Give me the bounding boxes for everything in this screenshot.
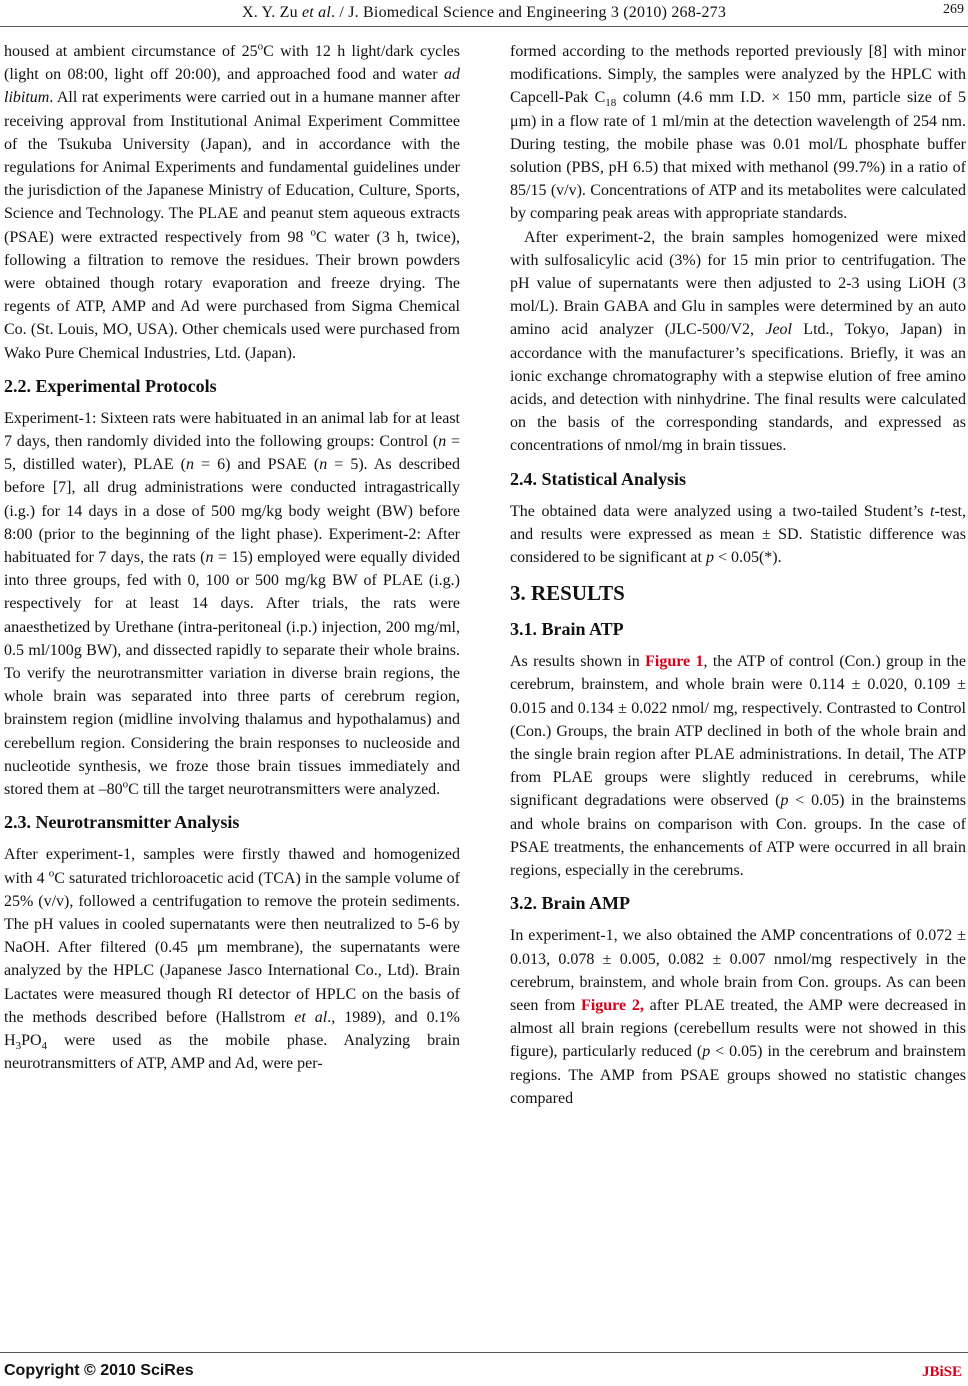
footer-rule [0,1352,968,1353]
section-2-2-paragraph: Experiment-1: Sixteen rats were habituated in an animal lab for at least 7 days, then randomly divided into the following groups: Control (n = 5, distilled water), PLAE (n = 6) and PSAE (n = 5). As described before [7], all drug administrations were conducted intragastrically (i.g.) for 14 days in a dose of 500 mg/kg body weight (BW) before 8:00 (prior to the beginning of the light phase). Experiment-2: After habituated for 7 days, the rats (n = 15) employed were equally divided into three groups, fed with 0, 100 or 500 mg/kg BW of PLAE (i.g.) respectively for at least 14 days. After trials, the rats were anaesthetized by Urethane (intra-peritoneal (i.p.) injection, 200 mg/ml, 0.5 ml/100g BW), and dissected rapidly to separate their whole brains. To verify the neurotransmitter variation in diverse brain regions, the whole brain was separated into three parts of cerebrum region, brainstem region (midline involving thalamus and hypothalamus) and cerebellum region. Considering the brain responses to nucleoside and nucleotide synthesis, we froze those brain tissues immediately and stored them at –80$^o$C till the target neurotransmitters were analyzed. [4,409,460,799]
page-number: 269 [943,2,964,17]
section-heading-2-3: 2.3. Neurotransmitter Analysis [4,812,240,833]
right-column [510,40,966,1110]
section-3-1-paragraph: As results shown in Figure 1, the ATP of control (Con.) group in the cerebrum, brainstem, and whole brain were 0.114 ± 0.020, 0.109 ± 0.015 and 0.134 ± 0.022 nmol/ mg, respectively. Contrasted to Control (Con.) Groups, the brain ATP declined in both of the whole brain and the single brain region after PLAE administrations. In detail, The ATP from PLAE groups were slightly reduced in cerebrums, while significant degradations were observed (p < 0.05) in the brainstems and whole brains on comparison with Con. groups. In the case of PSAE treatments, the enhancements of ATP were occurred in all brain regions, especially in the cerebrums. [510,653,967,880]
page-footer [0,1352,968,1386]
journal-abbrev: JBiSE [921,1364,962,1380]
running-head-journal: . / J. Biomedical Science and Engineering 3 (2010) 268-273 [330,4,727,21]
hplc-method-paragraph: formed according to the methods reported previously [8] with minor modifications. Simply, the samples were analyzed by the HPLC with Capcell-Pak $C_{18}$ column (4.6 mm I.D. × 150 mm, particle size of 5 μm) in a flow rate of 1 ml/min at the detection wavelength of 254 nm. During testing, the mobile phase was 0.01 mol/L phosphate buffer solution (PBS, pH 6.5) that mixed with methanol (99.7%) in a ratio of 85/15 (v/v). Concentrations of ATP and its metabolites were calculated by comparing peak areas with appropriate standards. [510,43,966,223]
page-header [0,0,968,30]
copyright-notice: Copyright © 2010 SciRes [4,1362,194,1379]
section-2-3-paragraph: After experiment-1, samples were firstly thawed and homogenized with 4 $^o$C saturated trichloroacetic acid (TCA) in the sample volume of 25% (v/v), followed a centrifugation to remove the protein sediments. The pH values in cooled supernatants were then neutralized to 5-6 by NaOH. After filtered (0.45 μm membrane), the supernatants were analyzed by the HPLC (Japanese Jasco International Co., Ltd). Brain Lactates were measured though RI detector of HPLC on the basis of the methods described before (Hallstrom et al., 1989), and 0.1% $H_3PO_4$ were used as the mobile phase. Analyzing brain neurotransmitters of ATP, AMP and Ad, were per- [4,846,461,1073]
running-head-etal: et al [301,4,331,21]
intro-paragraph: housed at ambient circumstance of 25$^o$C with 12 h light/dark cycles (light on 08:00, light off 20:00), and approached food and water ad libitum. All rat experiments were carried out in a humane manner after receiving approval from Institutional Animal Experiment Committee of the Tsukuba University (Japan), and in accordance with the regulations for Animal Experiments and fundamental guidelines under the jurisdiction of the Japanese Ministry of Education, Culture, Sports, Science and Technology. The PLAE and peanut stem aqueous extracts (PSAE) were extracted respectively from 98 $^o$C water (3 h, twice), following a filtration to remove the residues. Their brown powders were obtained though rotary evaporation and freeze drying. The regents of ATP, AMP and Ad were purchased from Sigma Chemical Co. (St. Louis, MO, USA). Other chemicals used were purchased from Wako Pure Chemical Industries, Ltd. (Japan). [4,40,460,362]
section-2-4-paragraph: The obtained data were analyzed using a two-tailed Student’s t-test, and results were expressed as mean ± SD. Statistic difference was considered to be significant at p < 0.05(*). [510,502,966,567]
running-head-authors: X. Y. Zu [241,4,302,21]
section-heading-2-4: 2.4. Statistical Analysis [510,468,687,489]
figure-1-link[interactable]: Figure 1 [645,653,704,671]
section-heading-results: 3. RESULTS [510,581,625,606]
header-rule [0,26,968,27]
section-3-2-paragraph: In experiment-1, we also obtained the AMP concentrations of 0.072 ± 0.013, 0.078 ± 0.005, 0.082 ± 0.007 nmol/mg respectively in the cerebrum, brainstem, and whole brain from Con. groups. As can been seen from Figure 2, after PLAE treated, the AMP were decreased in almost all brain regions (cerebellum results were not showed in this figure), particularly reduced (p < 0.05) in the cerebrum and brainstem regions. The AMP from PSAE groups showed no statistic changes compared [510,927,967,1107]
section-heading-2-2: 2.2. Experimental Protocols [4,375,217,396]
section-heading-3-2: 3.2. Brain AMP [510,893,630,914]
figure-2-link[interactable]: Figure 2, [581,996,644,1014]
section-heading-3-1: 3.1. Brain ATP [510,619,624,640]
experiment2-paragraph: After experiment-2, the brain samples homogenized were mixed with sulfosalicylic acid (3%) for 15 min prior to centrifugation. The pH value of supernatants were then adjusted to 2-3 using LiOH (3 mol/L). Brain GABA and Glu in samples were determined by an auto amino acid analyzer (JLC-500/V2, Jeol Ltd., Tokyo, Japan) in accordance with the manufacturer’s specifications. Briefly, it was an ionic exchange chromatography with a stepwise elution of free amino acids, and detection with ninhydrine. The final results were calculated on the basis of the corresponding standards, and expressed as concentrations of nmol/mg in brain tissues. [510,228,966,455]
running-head [0,4,968,22]
left-column [4,40,460,1075]
